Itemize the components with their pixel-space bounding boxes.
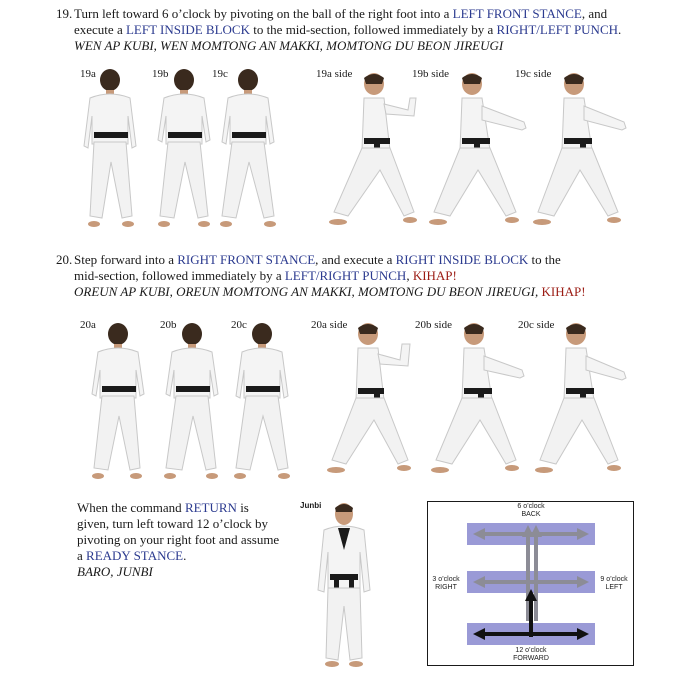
step-20-text: 20. Step forward into a RIGHT FRONT STANCE, and execute a RIGHT INSIDE BLOCK to the mid-section, followed immediately by a LEFT/RIGHT PUNCH, KIHAP! OREUN AP KUBI, OREUN MOMTONG AN MAKKI, MOMTONG DU BEON JIREUGI, KIHAP! [56, 252, 586, 299]
diagram-label-forward: 12 o’clock FORWARD [513, 647, 549, 662]
martial-artist-side-figure [430, 320, 530, 482]
martial-artist-side-figure [326, 70, 422, 232]
photo-label: 20a [80, 319, 96, 331]
diagram-label-back: 6 o’clock BACK [517, 503, 545, 518]
martial-artist-back-figure [216, 66, 282, 232]
martial-artist-side-figure [532, 70, 632, 232]
step-19-text: 19. Turn left toward 6 o’clock by pivoting on the ball of the right foot into a LEFT FRONT STANCE, and execute a LEFT INSIDE BLOCK to the mid-section, followed immediately by a RIGHT/LEFT PUNCH. WEN AP KUBI, WEN MOMTONG AN MAKKI, MOMTONG DU BEON JIREUGI [56, 6, 686, 54]
keyword: RETURN [184, 500, 237, 515]
photo-label: 19c side [515, 68, 552, 80]
junbi-label: Junbi [300, 501, 322, 510]
photo-label: 19a [80, 68, 96, 80]
photo-label: 20c side [518, 319, 555, 331]
return-instructions: When the command RETURN is given, turn left toward 12 o’clock by pivoting on your right foot and assume a READY STANCE. BARO, JUNBI [77, 500, 297, 580]
martial-artist-back-figure [86, 320, 150, 484]
keyword: RIGHT FRONT STANCE [177, 252, 316, 267]
photo-label: 20b side [415, 319, 452, 331]
ready-stance-figure [312, 500, 376, 670]
keyword: RIGHT/LEFT PUNCH [496, 22, 619, 37]
martial-artist-side-figure [428, 70, 532, 232]
martial-artist-back-figure [152, 66, 216, 232]
kihap: KIHAP! [541, 284, 586, 299]
keyword: LEFT INSIDE BLOCK [125, 22, 250, 37]
keyword: LEFT/RIGHT PUNCH [284, 268, 407, 283]
keyword: LEFT FRONT STANCE [452, 6, 582, 21]
photo-label: 20a side [311, 319, 348, 331]
korean-terms: BARO, JUNBI [77, 564, 153, 579]
photo-label: 20c [231, 319, 247, 331]
photo-label: 20b [160, 319, 177, 331]
step-number: 20. [56, 252, 73, 267]
martial-artist-side-figure [534, 320, 634, 482]
photo-label: 19b side [412, 68, 449, 80]
photo-label: 19c [212, 68, 228, 80]
step-number: 19. [56, 6, 73, 21]
korean-terms: WEN AP KUBI, WEN MOMTONG AN MAKKI, MOMTONG DU BEON JIREUGI [74, 38, 504, 53]
martial-artist-back-figure [230, 320, 296, 484]
diagram-label-left: 9 o’clock LEFT [600, 576, 628, 591]
keyword: RIGHT INSIDE BLOCK [395, 252, 529, 267]
photo-label: 19a side [316, 68, 353, 80]
martial-artist-back-figure [160, 320, 224, 484]
kihap: KIHAP! [412, 268, 457, 283]
martial-artist-back-figure [80, 66, 144, 232]
korean-terms: OREUN AP KUBI, OREUN MOMTONG AN MAKKI, MOMTONG DU BEON JIREUGI, [74, 284, 542, 299]
martial-artist-side-figure [326, 320, 422, 482]
keyword: READY STANCE [86, 548, 184, 563]
diagram-label-right: 3 o’clock RIGHT [432, 576, 460, 591]
photo-label: 19b [152, 68, 169, 80]
